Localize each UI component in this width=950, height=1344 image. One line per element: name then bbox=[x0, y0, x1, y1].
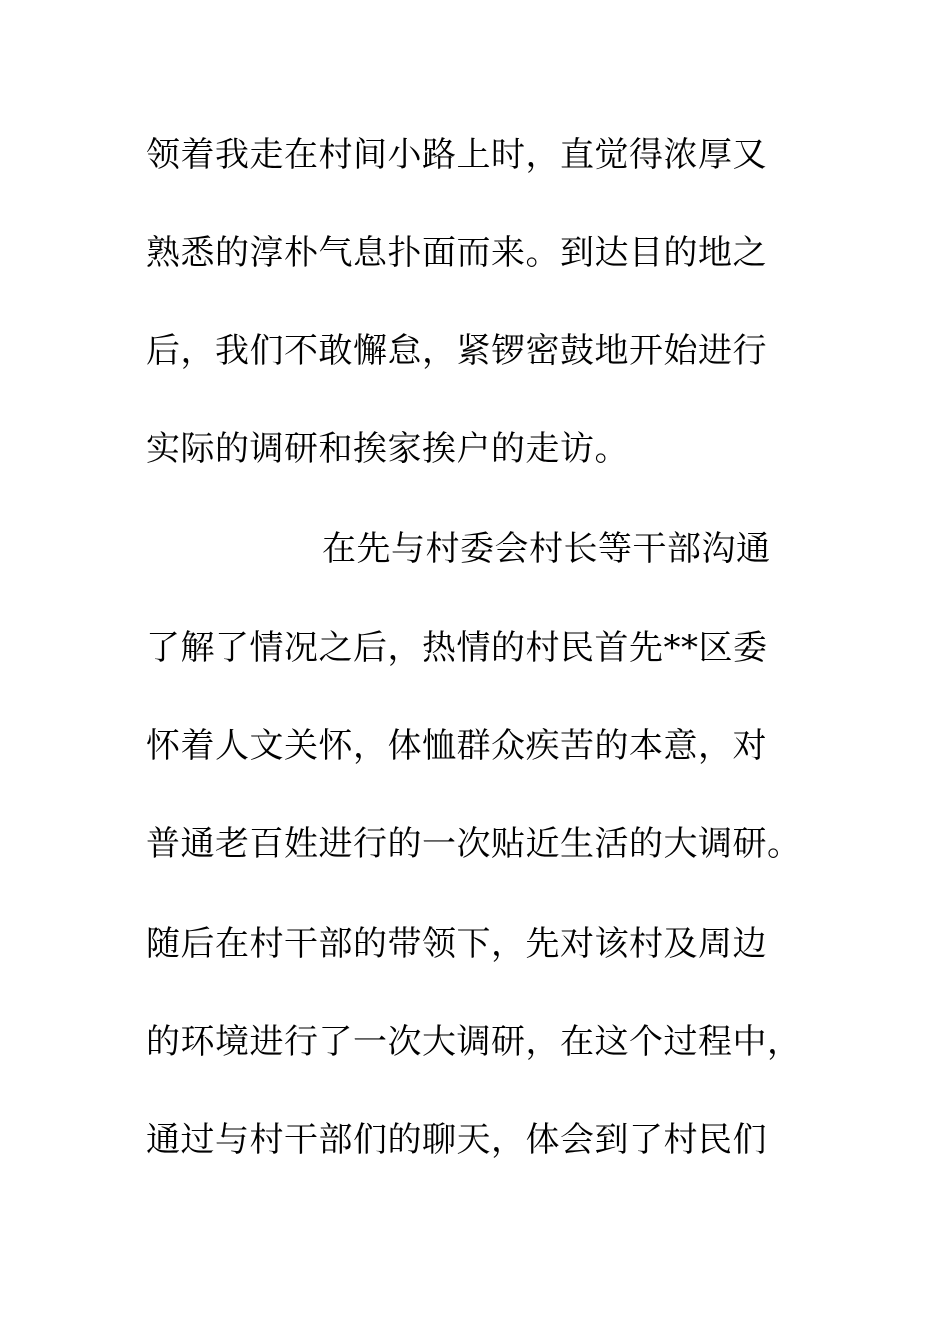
text-line: 随后在村干部的带领下，先对该村及周边 bbox=[146, 924, 767, 964]
text-line: 后，我们不敢懈怠，紧锣密鼓地开始进行 bbox=[146, 331, 767, 371]
paragraph-first-line: 在先与村委会村长等干部沟通 bbox=[322, 529, 771, 569]
text-line: 实际的调研和挨家挨户的走访。 bbox=[146, 429, 629, 469]
text-line: 领着我走在村间小路上时，直觉得浓厚又 bbox=[146, 135, 767, 175]
text-line: 熟悉的淳朴气息扑面而来。到达目的地之 bbox=[146, 233, 767, 273]
text-line: 的环境进行了一次大调研，在这个过程中， bbox=[146, 1022, 802, 1062]
text-line: 通过与村干部们的聊天，体会到了村民们 bbox=[146, 1120, 767, 1160]
text-line: 普通老百姓进行的一次贴近生活的大调研。 bbox=[146, 824, 802, 864]
text-line: 怀着人文关怀，体恤群众疾苦的本意，对 bbox=[146, 726, 767, 766]
text-line: 了解了情况之后，热情的村民首先**区委 bbox=[146, 628, 768, 668]
